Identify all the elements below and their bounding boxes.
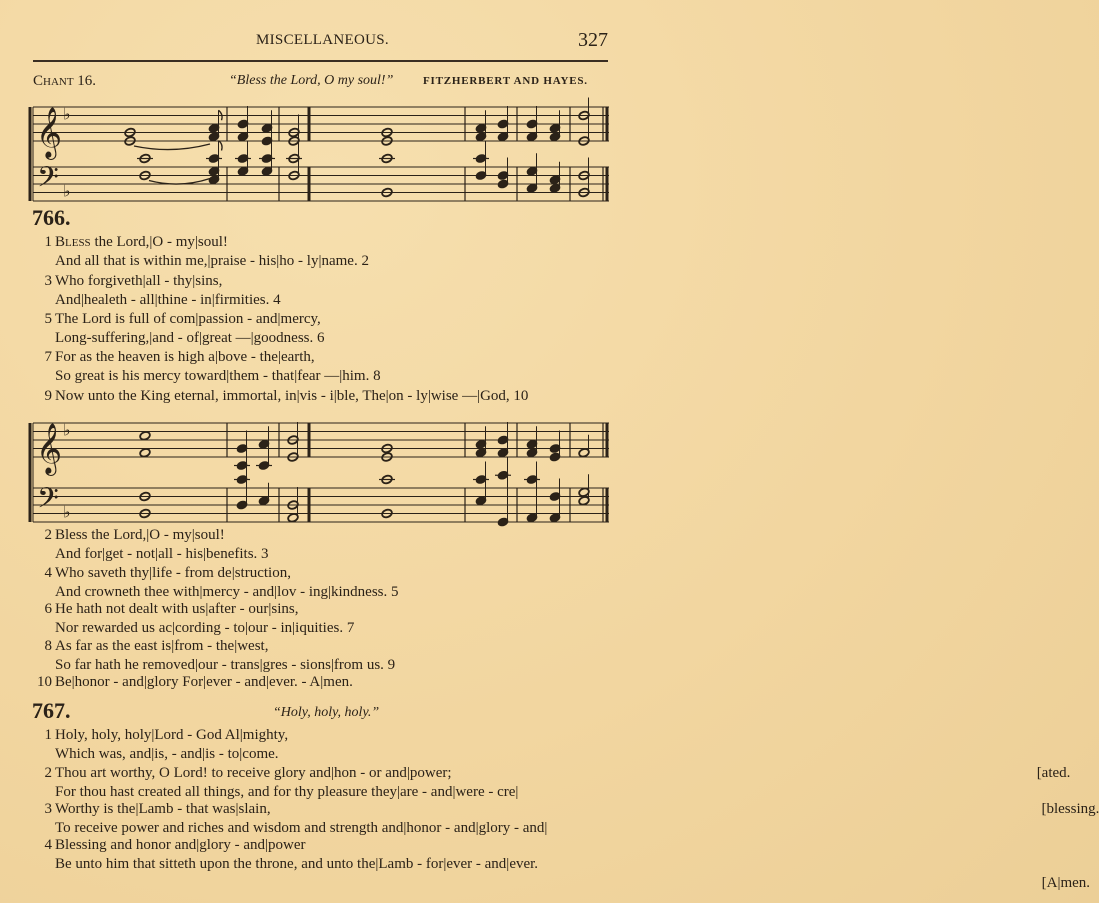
flat-key-signature-icon: ♭ bbox=[63, 181, 71, 201]
flat-key-signature-icon: ♭ bbox=[63, 104, 71, 124]
verse bbox=[44, 526, 269, 564]
verse-line: For thou hast created all things, and for thy pleasure they|are - and|were - cre| bbox=[55, 784, 519, 800]
verse-line: Thou art worthy, O Lord! to receive glory and|hon - or and|power; bbox=[55, 765, 452, 781]
verse-number: 2 bbox=[44, 527, 52, 543]
verse bbox=[44, 800, 1099, 838]
verse bbox=[44, 348, 381, 386]
verse-line: Holy, holy, holy|Lord - God Al|mighty, bbox=[55, 727, 289, 743]
music-staff-system-2 bbox=[0, 410, 640, 525]
verse-line: For as the heaven is high a|bove - the|earth, bbox=[55, 349, 315, 365]
verse-line: Be|honor - and|glory For|ever - and|ever. - A|men. bbox=[55, 674, 353, 690]
verse-line: The Lord is full of com|passion - and|mercy, bbox=[55, 311, 321, 327]
verse-line: Worthy is the|Lamb - that was|slain, bbox=[55, 801, 271, 817]
bass-clef-icon: 𝄢 bbox=[37, 482, 59, 522]
verse-line: As far as the east is|from - the|west, bbox=[55, 638, 269, 654]
verse bbox=[44, 272, 281, 310]
verse-line: Who saveth thy|life - from de|struction, bbox=[55, 565, 291, 581]
verse-line: And all that is within me,|praise - his|ho - ly|name. 2 bbox=[55, 253, 369, 269]
verse-overflow: [ated. bbox=[1036, 765, 1071, 781]
running-title: MISCELLANEOUS. bbox=[256, 32, 389, 48]
verse bbox=[44, 233, 369, 271]
verse bbox=[44, 637, 396, 675]
running-head bbox=[0, 29, 640, 52]
verse bbox=[37, 673, 353, 692]
treble-clef-icon: 𝄞 bbox=[36, 423, 63, 474]
verse-number: 10 bbox=[37, 674, 52, 690]
verse bbox=[44, 387, 529, 406]
music-staff-system-1 bbox=[0, 96, 640, 206]
flat-key-signature-icon: ♭ bbox=[63, 502, 71, 522]
chant-heading bbox=[33, 73, 608, 91]
verse-overflow: [A|men. bbox=[1041, 875, 1091, 891]
verse bbox=[44, 600, 355, 638]
verse bbox=[44, 726, 289, 764]
header-rule bbox=[33, 60, 608, 62]
verse bbox=[44, 310, 325, 348]
verse-line: And|healeth - all|thine - in|firmities. 4 bbox=[55, 292, 281, 308]
verse-line: Blessing and honor and|glory - and|power bbox=[55, 837, 306, 853]
verse-number: 3 bbox=[44, 273, 52, 289]
verse-number: 9 bbox=[44, 388, 52, 404]
verse-line: And crowneth thee with|mercy - and|lov - ing|kindness. 5 bbox=[55, 584, 399, 600]
verse-line: Bless the Lord,|O - my|soul! bbox=[55, 527, 225, 543]
verse-number: 1 bbox=[44, 727, 52, 743]
verse-line: And for|get - not|all - his|benefits. 3 bbox=[55, 546, 269, 562]
verse-number: 8 bbox=[44, 638, 52, 654]
verse-number: 4 bbox=[44, 837, 52, 853]
hymn-number-767: 767. bbox=[32, 698, 71, 723]
verse-line: So great is his mercy toward|them - that|fear —|him. 8 bbox=[55, 368, 381, 384]
chant-name: Chant 16. bbox=[33, 73, 97, 89]
verse-line: Which was, and|is, - and|is - to|come. bbox=[55, 746, 279, 762]
verse-number: 4 bbox=[44, 565, 52, 581]
note-head bbox=[139, 448, 151, 458]
verse bbox=[44, 564, 399, 602]
flat-key-signature-icon: ♭ bbox=[63, 420, 71, 440]
verse-line: Bless the Lord,|O - my|soul! bbox=[55, 234, 228, 250]
verse-line: To receive power and riches and wisdom and strength and|honor - and|glory - and| bbox=[55, 820, 548, 836]
verse-line: Be unto him that sitteth upon the throne, and unto the|Lamb - for|ever - and|ever. bbox=[55, 856, 539, 872]
verse-number: 6 bbox=[44, 601, 52, 617]
verse-line: Who forgiveth|all - thy|sins, bbox=[55, 273, 223, 289]
hymn-767-subtitle: “Holy, holy, holy.” bbox=[273, 705, 380, 720]
verse-line: Long-suffering,|and - of|great —|goodness. 6 bbox=[55, 330, 325, 346]
hymn-number-766: 766. bbox=[32, 205, 71, 230]
verse-number: 5 bbox=[44, 311, 52, 327]
verse-number: 1 bbox=[44, 234, 52, 250]
verse-line: Nor rewarded us ac|cording - to|our - in|iquities. 7 bbox=[55, 620, 355, 636]
verse bbox=[44, 836, 1091, 891]
verse-line: He hath not dealt with us|after - our|sins, bbox=[55, 601, 299, 617]
treble-clef-icon: 𝄞 bbox=[36, 107, 63, 158]
note-head bbox=[139, 431, 151, 441]
verse-line: Now unto the King eternal, immortal, in|vis - i|ble, The|on - ly|wise —|God, 10 bbox=[55, 388, 529, 404]
page-number: 327 bbox=[578, 29, 608, 51]
verse-overflow: [blessing. bbox=[1041, 801, 1099, 817]
verse-number: 2 bbox=[44, 765, 52, 781]
verse-number: 3 bbox=[44, 801, 52, 817]
verse bbox=[44, 764, 1071, 802]
bass-clef-icon: 𝄢 bbox=[37, 161, 59, 201]
verse-number: 7 bbox=[44, 349, 52, 365]
chant-composer: FITZHERBERT AND HAYES. bbox=[423, 75, 588, 87]
chant-title: “Bless the Lord, O my soul!” bbox=[229, 73, 394, 88]
verse-line: So far hath he removed|our - trans|gres - sions|from us. 9 bbox=[55, 657, 396, 673]
